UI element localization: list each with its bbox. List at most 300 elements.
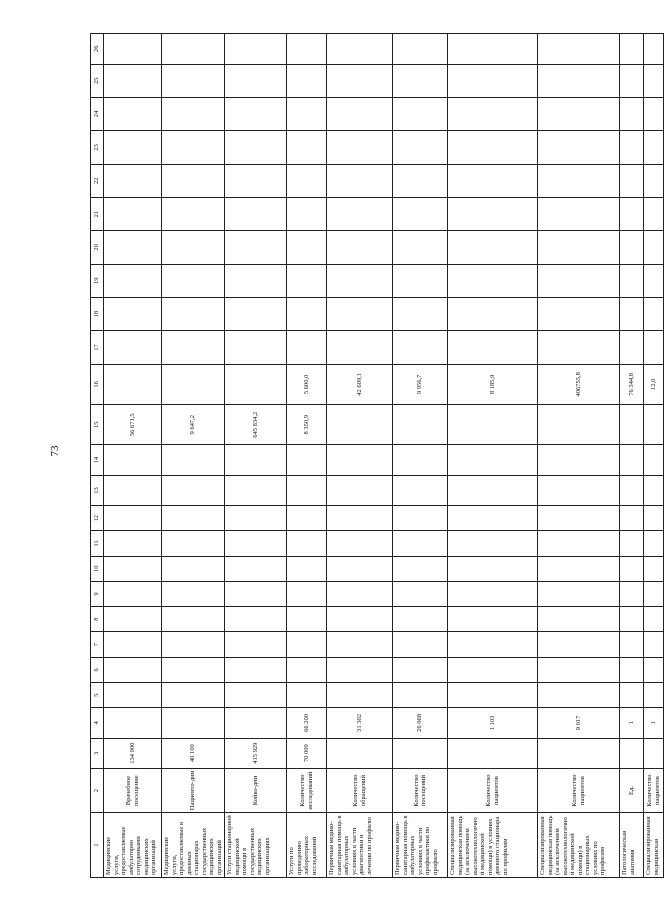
table-cell <box>327 581 393 606</box>
table-cell: Количество пациентов <box>448 768 538 812</box>
column-header: 5 <box>91 682 104 707</box>
table-cell <box>225 657 287 682</box>
table-cell <box>327 506 393 531</box>
column-header: 15 <box>91 405 104 445</box>
table-cell <box>225 34 287 65</box>
table-cell: Количество пациентов <box>644 768 664 812</box>
table-cell <box>162 506 225 531</box>
table-cell <box>225 64 287 97</box>
table-cell <box>644 297 664 330</box>
column-header: 3 <box>91 738 104 768</box>
table-cell <box>448 531 538 556</box>
table-cell <box>225 164 287 197</box>
table-cell <box>620 64 644 97</box>
table-cell: 134 900 <box>104 738 162 768</box>
row-label-cell: Специализированная медицинская помощь (за исключением высокотехнологичной медицинской помощи) в стационарных условиях по профилям <box>538 813 620 878</box>
table-cell: 26 068 <box>393 708 448 738</box>
table-row <box>104 34 162 878</box>
table-cell <box>644 556 664 581</box>
table-cell <box>162 657 225 682</box>
table-cell <box>327 297 393 330</box>
table-cell <box>104 607 162 632</box>
table-cell <box>162 708 225 738</box>
table-cell <box>162 34 225 65</box>
column-header: 17 <box>91 331 104 364</box>
row-label-cell: Первичная медико-санитарная помощь в амбулаторных условиях в части профилактики по профилю <box>393 813 448 878</box>
table-cell: 40 100 <box>162 738 225 768</box>
table-cell <box>327 231 393 264</box>
table-cell <box>225 632 287 657</box>
table-cell <box>538 164 620 197</box>
table-cell <box>620 506 644 531</box>
table-cell <box>287 131 327 164</box>
table-cell <box>620 34 644 65</box>
column-header: 18 <box>91 297 104 330</box>
table-cell <box>287 506 327 531</box>
table-cell <box>225 445 287 475</box>
table-cell <box>287 297 327 330</box>
table-cell <box>225 475 287 505</box>
table-cell <box>448 164 538 197</box>
table-cell <box>620 197 644 230</box>
table-cell <box>393 164 448 197</box>
table-cell <box>327 264 393 297</box>
table-cell <box>225 531 287 556</box>
row-label-cell: Специализированная медицинская помощь (за исключением высокотехнологичной медицинской помощи) в условиях дневного стационара по профилям <box>448 813 538 878</box>
table-cell <box>287 682 327 707</box>
table-cell <box>327 131 393 164</box>
table-cell: Ед. <box>620 768 644 812</box>
table-cell: Количество посещений <box>393 768 448 812</box>
column-header: 16 <box>91 364 104 404</box>
table-cell <box>620 607 644 632</box>
table-cell <box>225 264 287 297</box>
table-cell <box>448 657 538 682</box>
table-cell <box>448 331 538 364</box>
table-cell <box>162 581 225 606</box>
table-cell <box>225 607 287 632</box>
table-row <box>393 34 448 878</box>
table-cell <box>644 445 664 475</box>
table-cell <box>393 34 448 65</box>
table-cell <box>620 632 644 657</box>
column-header: 7 <box>91 632 104 657</box>
table-cell <box>104 556 162 581</box>
table-cell <box>448 475 538 505</box>
table-cell <box>225 331 287 364</box>
table-cell <box>162 445 225 475</box>
table-cell: 9 956,7 <box>393 364 448 404</box>
table-cell <box>162 197 225 230</box>
table-cell <box>287 445 327 475</box>
table-cell <box>327 556 393 581</box>
table-cell <box>287 531 327 556</box>
table-cell <box>644 657 664 682</box>
table-cell <box>538 556 620 581</box>
table-cell <box>620 97 644 130</box>
table-row <box>538 34 620 878</box>
page-number: 73 <box>49 445 61 457</box>
table-cell <box>393 131 448 164</box>
column-header: 26 <box>91 34 104 65</box>
table-cell <box>644 97 664 130</box>
table-cell <box>287 331 327 364</box>
table-cell <box>104 364 162 404</box>
table-cell <box>538 405 620 445</box>
table-cell: Врачебное посещение <box>104 768 162 812</box>
table-cell <box>393 657 448 682</box>
table-cell: 9 017 <box>538 708 620 738</box>
table-cell <box>162 164 225 197</box>
table-cell <box>327 97 393 130</box>
table-cell <box>287 97 327 130</box>
table-cell <box>327 657 393 682</box>
table-cell <box>538 97 620 130</box>
table-cell: 1 <box>644 708 664 738</box>
table-cell <box>448 131 538 164</box>
table-cell <box>104 506 162 531</box>
table-cell <box>620 297 644 330</box>
row-label-cell: Патологическая анатомия <box>620 813 644 878</box>
table-row <box>225 34 287 878</box>
table-cell <box>644 738 664 768</box>
table-cell <box>287 164 327 197</box>
table-cell: 415 929 <box>225 738 287 768</box>
table-cell <box>104 97 162 130</box>
table-cell <box>620 531 644 556</box>
table-cell <box>104 197 162 230</box>
table-cell <box>644 64 664 97</box>
table-cell <box>644 607 664 632</box>
table-cell <box>538 445 620 475</box>
table-cell <box>448 64 538 97</box>
column-header: 4 <box>91 708 104 738</box>
table-row <box>327 34 393 878</box>
table-cell <box>620 581 644 606</box>
row-label-cell: Услуги стационарной медицинской помощи в государственных медицинских организациях <box>225 813 287 878</box>
table-cell <box>448 556 538 581</box>
table-cell: 406755,8 <box>538 364 620 404</box>
table-cell <box>393 264 448 297</box>
table-cell: 8 350,9 <box>287 405 327 445</box>
column-header: 24 <box>91 97 104 130</box>
table-cell <box>538 131 620 164</box>
table-cell <box>287 231 327 264</box>
table-cell: 12,0 <box>644 364 664 404</box>
table-cell <box>448 607 538 632</box>
table-cell: Койко-дни <box>225 768 287 812</box>
table-cell <box>104 297 162 330</box>
table-cell <box>225 556 287 581</box>
table-cell <box>393 632 448 657</box>
table-cell <box>448 445 538 475</box>
column-header: 19 <box>91 264 104 297</box>
table-cell: 56 671,5 <box>104 405 162 445</box>
table-cell: 9 647,2 <box>162 405 225 445</box>
table-cell <box>393 445 448 475</box>
column-header: 13 <box>91 475 104 505</box>
table-cell <box>620 475 644 505</box>
table-cell <box>448 197 538 230</box>
table-cell <box>644 531 664 556</box>
table-cell <box>644 475 664 505</box>
table-cell <box>644 405 664 445</box>
table-cell <box>644 264 664 297</box>
table-cell <box>538 682 620 707</box>
column-header: 12 <box>91 506 104 531</box>
table-cell <box>644 231 664 264</box>
table-cell: Количество исследований <box>287 768 327 812</box>
table-cell <box>393 297 448 330</box>
table-cell <box>104 475 162 505</box>
table-cell <box>538 264 620 297</box>
table-cell <box>104 231 162 264</box>
column-header: 21 <box>91 197 104 230</box>
table-cell <box>538 297 620 330</box>
row-label-cell: Медицинские услуги, предоставляемые в дневных стационарах государственных медицинских организаций <box>162 813 225 878</box>
table-cell <box>620 445 644 475</box>
table-cell <box>225 708 287 738</box>
table-cell <box>538 581 620 606</box>
table-cell <box>162 531 225 556</box>
table-cell <box>162 364 225 404</box>
table-cell <box>287 632 327 657</box>
table-cell <box>538 506 620 531</box>
table-cell <box>448 231 538 264</box>
table-cell <box>393 506 448 531</box>
table-cell <box>104 708 162 738</box>
table-cell <box>448 682 538 707</box>
table-cell <box>620 556 644 581</box>
table-cell <box>393 231 448 264</box>
table-cell <box>620 682 644 707</box>
table-row <box>448 34 538 878</box>
table-cell <box>104 131 162 164</box>
data-table <box>90 33 664 878</box>
table-cell <box>620 231 644 264</box>
table-cell <box>104 657 162 682</box>
table-cell <box>393 405 448 445</box>
table-cell <box>620 131 644 164</box>
table-cell <box>393 738 448 768</box>
table-cell <box>287 581 327 606</box>
table-cell <box>327 34 393 65</box>
table-cell <box>644 506 664 531</box>
table-cell <box>104 34 162 65</box>
table-cell <box>327 632 393 657</box>
table-cell <box>393 475 448 505</box>
row-label-cell: Услуги по проведению лабораторных исследований <box>287 813 327 878</box>
table-cell <box>644 581 664 606</box>
table-cell <box>644 164 664 197</box>
table-cell <box>393 682 448 707</box>
table-row <box>620 34 644 878</box>
table-cell <box>162 331 225 364</box>
table-cell <box>644 632 664 657</box>
table-cell <box>287 657 327 682</box>
table-cell <box>162 607 225 632</box>
table-cell <box>620 164 644 197</box>
table-cell <box>538 34 620 65</box>
table-cell <box>287 197 327 230</box>
table-cell <box>225 297 287 330</box>
table-cell <box>393 64 448 97</box>
table-cell <box>644 682 664 707</box>
table-cell <box>327 164 393 197</box>
table-cell <box>225 682 287 707</box>
table-cell <box>104 531 162 556</box>
table-cell <box>538 531 620 556</box>
table-cell <box>162 131 225 164</box>
column-header: 20 <box>91 231 104 264</box>
data-table-sheet <box>90 33 661 878</box>
table-cell <box>104 632 162 657</box>
table-cell <box>162 475 225 505</box>
table-cell: 1 103 <box>448 708 538 738</box>
table-cell: Пациенто-дни <box>162 768 225 812</box>
table-cell: 8 185,9 <box>448 364 538 404</box>
table-cell <box>620 738 644 768</box>
table-cell <box>104 682 162 707</box>
table-row <box>287 34 327 878</box>
table-cell <box>162 556 225 581</box>
table-cell <box>448 506 538 531</box>
table-cell <box>327 64 393 97</box>
table-cell <box>448 34 538 65</box>
table-cell: 70 009 <box>287 738 327 768</box>
column-header: 22 <box>91 164 104 197</box>
table-cell <box>287 64 327 97</box>
table-cell <box>620 405 644 445</box>
table-cell <box>538 64 620 97</box>
table-cell <box>162 682 225 707</box>
table-cell <box>538 657 620 682</box>
column-header: 23 <box>91 131 104 164</box>
table-cell <box>225 231 287 264</box>
table-cell <box>644 197 664 230</box>
table-cell <box>620 264 644 297</box>
column-header: 14 <box>91 445 104 475</box>
table-cell <box>538 197 620 230</box>
table-cell <box>327 682 393 707</box>
table-cell <box>225 131 287 164</box>
table-cell <box>393 197 448 230</box>
table-cell <box>327 475 393 505</box>
table-cell <box>393 581 448 606</box>
table-cell <box>393 97 448 130</box>
table-row <box>644 34 664 878</box>
table-cell <box>104 164 162 197</box>
table-cell <box>448 738 538 768</box>
column-header: 2 <box>91 768 104 812</box>
table-cell <box>287 475 327 505</box>
table-cell <box>644 331 664 364</box>
table-cell <box>538 632 620 657</box>
table-cell <box>225 197 287 230</box>
table-cell: Количество пациентов <box>538 768 620 812</box>
table-cell <box>538 331 620 364</box>
table-cell <box>104 581 162 606</box>
row-label-cell: Специализированная медицинская <box>644 813 664 878</box>
table-cell <box>448 632 538 657</box>
table-cell <box>448 97 538 130</box>
table-cell <box>287 34 327 65</box>
table-cell: 1 <box>620 708 644 738</box>
table-cell: 5 600,0 <box>287 364 327 404</box>
table-cell: 42 609,1 <box>327 364 393 404</box>
table-cell <box>644 131 664 164</box>
table-row <box>162 34 225 878</box>
table-cell: 645 834,2 <box>225 405 287 445</box>
table-cell <box>104 331 162 364</box>
table-cell <box>225 97 287 130</box>
table-cell <box>162 64 225 97</box>
table-cell <box>448 581 538 606</box>
table-cell <box>620 657 644 682</box>
column-header: 11 <box>91 531 104 556</box>
table-cell <box>162 264 225 297</box>
table-cell <box>327 405 393 445</box>
table-cell <box>225 506 287 531</box>
column-header: 6 <box>91 657 104 682</box>
table-cell <box>327 331 393 364</box>
table-cell <box>620 331 644 364</box>
table-cell <box>287 264 327 297</box>
table-cell <box>287 556 327 581</box>
table-cell <box>538 475 620 505</box>
table-cell <box>538 738 620 768</box>
row-label-cell: Медицинские услуги, предоставляемые амбулаторно сотрудниками медицинских организаций <box>104 813 162 878</box>
table-cell <box>327 738 393 768</box>
table-cell <box>162 632 225 657</box>
table-cell <box>104 445 162 475</box>
table-cell <box>327 607 393 632</box>
table-cell <box>448 297 538 330</box>
table-cell <box>393 531 448 556</box>
table-cell <box>104 264 162 297</box>
table-cell <box>162 231 225 264</box>
table-cell <box>104 64 162 97</box>
table-cell <box>162 297 225 330</box>
table-cell <box>538 231 620 264</box>
table-cell <box>225 364 287 404</box>
column-header: 8 <box>91 607 104 632</box>
column-header: 1 <box>91 813 104 878</box>
table-cell <box>448 264 538 297</box>
table-cell <box>393 331 448 364</box>
table-cell: 66 200 <box>287 708 327 738</box>
table-cell <box>393 607 448 632</box>
table-cell <box>225 581 287 606</box>
table-cell <box>287 607 327 632</box>
table-cell <box>162 97 225 130</box>
column-header: 9 <box>91 581 104 606</box>
table-cell <box>327 531 393 556</box>
table-cell <box>327 445 393 475</box>
table-cell: 31 302 <box>327 708 393 738</box>
table-cell: 76 344,8 <box>620 364 644 404</box>
column-header: 10 <box>91 556 104 581</box>
table-cell <box>393 556 448 581</box>
column-header: 25 <box>91 64 104 97</box>
table-cell <box>644 34 664 65</box>
table-cell <box>327 197 393 230</box>
table-cell <box>538 607 620 632</box>
row-label-cell: Первичная медико-санитарная помощь в амбулаторных условиях в части диагностики и лечения по профилю <box>327 813 393 878</box>
table-cell <box>448 405 538 445</box>
header-row <box>91 34 104 878</box>
table-cell: Количество обращений <box>327 768 393 812</box>
